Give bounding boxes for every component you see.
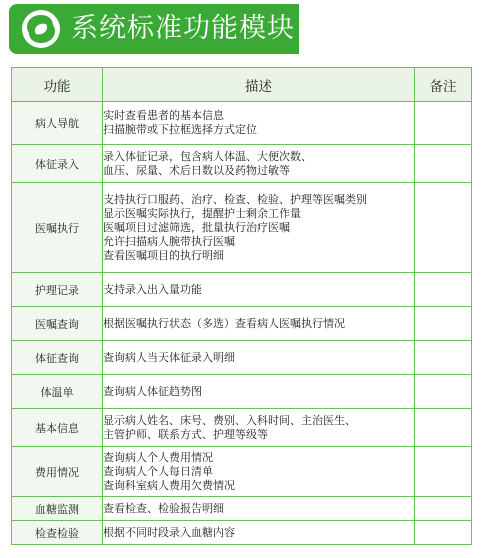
remark-cell (415, 145, 472, 183)
table-row (12, 183, 472, 273)
description-line: 查询病人个人每日清单 (103, 464, 213, 478)
description-line: 主管护师、联系方式、护理等级等 (103, 427, 268, 441)
remark-cell (415, 102, 472, 145)
feature-table (11, 67, 472, 545)
description-line: 查询病人体征趋势图 (103, 384, 202, 398)
remark-cell (415, 447, 472, 497)
table-row (12, 341, 472, 375)
description-line: 支持执行口服药、治疗、检查、检验、护理等医嘱类别 (103, 192, 367, 206)
description-cell (103, 497, 415, 521)
remark-cell (415, 273, 472, 307)
description-line: 录入体征记录，包含病人体温、大便次数、 (103, 149, 312, 163)
remark-cell (415, 521, 472, 545)
function-cell: 体征录入 (12, 145, 103, 183)
description-line: 显示病人姓名、床号、费别、入科时间、主治医生、 (103, 413, 356, 427)
description-cell (103, 102, 415, 145)
function-cell: 护理记录 (12, 273, 103, 307)
remark-cell (415, 183, 472, 273)
description-line: 血压、尿量、术后日数以及药物过敏等 (103, 163, 290, 177)
table-row (12, 145, 472, 183)
table-row (12, 447, 472, 497)
table-row (12, 273, 472, 307)
remark-cell (415, 341, 472, 375)
remark-cell (415, 375, 472, 409)
description-cell (103, 447, 415, 497)
remark-cell (415, 497, 472, 521)
function-cell: 医嘱执行 (12, 183, 103, 273)
description-line: 查看医嘱项目的执行明细 (103, 248, 224, 262)
function-cell: 血糖监测 (12, 497, 103, 521)
description-line: 查询病人个人费用情况 (103, 450, 213, 464)
table-header-row (12, 68, 472, 102)
swirl-logo-icon (21, 9, 61, 49)
description-cell (103, 183, 415, 273)
table-row (12, 307, 472, 341)
function-cell: 病人导航 (12, 102, 103, 145)
function-cell: 体征查询 (12, 341, 103, 375)
page-title: 系统标准功能模块 (71, 13, 295, 44)
table-row (12, 409, 472, 447)
remark-cell (415, 409, 472, 447)
header-remark: 备注 (415, 68, 472, 102)
section-header (9, 4, 299, 54)
description-line: 扫描腕带或下拉框选择方式定位 (103, 123, 257, 136)
function-cell: 体温单 (12, 375, 103, 409)
description-cell (103, 341, 415, 375)
description-line: 允许扫描病人腕带执行医嘱 (103, 234, 235, 248)
description-cell (103, 273, 415, 307)
description-line: 支持录入出入量功能 (103, 282, 202, 296)
description-line: 医嘱项目过滤筛选，批量执行治疗医嘱 (103, 220, 290, 234)
table-row (12, 102, 472, 145)
description-line: 查询病人当天体征录入明细 (103, 350, 235, 364)
remark-cell (415, 307, 472, 341)
function-cell: 基本信息 (12, 409, 103, 447)
description-line: 查看检查、检验报告明细 (103, 501, 224, 515)
header-function: 功能 (12, 68, 103, 102)
table-row (12, 497, 472, 521)
function-cell: 医嘱查询 (12, 307, 103, 341)
description-line: 实时查看患者的基本信息 (103, 109, 224, 122)
table-row (12, 521, 472, 545)
header-description: 描述 (103, 68, 415, 102)
description-cell (103, 375, 415, 409)
description-line: 显示医嘱实际执行，提醒护士剩余工作量 (103, 206, 301, 220)
function-cell: 费用情况 (12, 447, 103, 497)
description-line: 根据不同时段录入血糖内容 (103, 525, 235, 539)
table-row (12, 375, 472, 409)
description-cell (103, 307, 415, 341)
description-line: 根据医嘱执行状态（多选）查看病人医嘱执行情况 (103, 316, 345, 330)
description-line: 查询科室病人费用欠费情况 (103, 478, 235, 492)
description-cell (103, 145, 415, 183)
description-cell (103, 409, 415, 447)
function-cell: 检查检验 (12, 521, 103, 545)
description-cell (103, 521, 415, 545)
